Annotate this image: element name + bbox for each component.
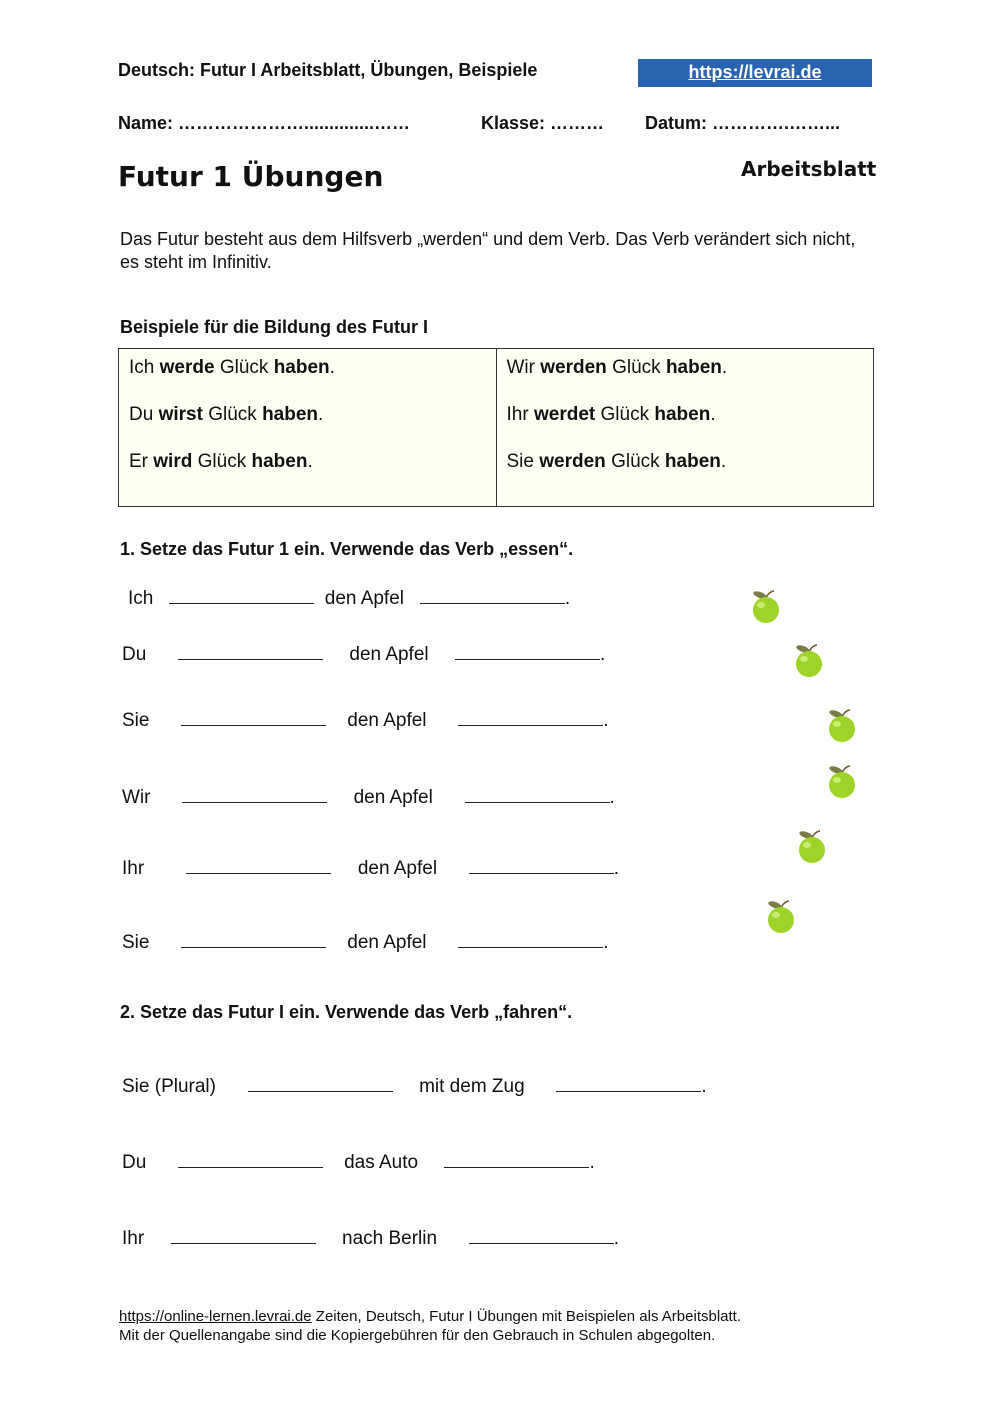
answer-blank[interactable] bbox=[469, 855, 614, 874]
example-sentence: Du wirst Glück haben. bbox=[129, 404, 324, 425]
exercise1-row: Sie den Apfel . bbox=[122, 929, 609, 954]
answer-blank[interactable] bbox=[171, 1225, 316, 1244]
answer-blank[interactable] bbox=[458, 929, 603, 948]
footer-link[interactable]: https://online-lernen.levrai.de bbox=[119, 1308, 312, 1325]
footer bbox=[119, 1307, 741, 1345]
answer-blank[interactable] bbox=[181, 707, 326, 726]
apple-icon bbox=[765, 899, 797, 935]
examples-heading: Beispiele für die Bildung des Futur I bbox=[120, 317, 429, 337]
exercise1-row: Ich den Apfel . bbox=[128, 585, 570, 610]
exercise1-row: Ihr den Apfel . bbox=[122, 855, 619, 880]
exercise1-row: Sie den Apfel . bbox=[122, 707, 609, 732]
exercise2-row: Sie (Plural) mit dem Zug . bbox=[122, 1073, 707, 1098]
exercise2-heading: 2. Setze das Futur I ein. Verwende das Verb „fahren“. bbox=[120, 1002, 573, 1022]
apple-icon bbox=[826, 764, 858, 800]
answer-blank[interactable] bbox=[458, 707, 603, 726]
exercise2-row: Ihr nach Berlin . bbox=[122, 1225, 619, 1250]
site-link[interactable]: https://levrai.de bbox=[638, 59, 872, 87]
datum-field: Datum: ………….……... bbox=[645, 113, 841, 133]
answer-blank[interactable] bbox=[178, 1149, 323, 1168]
exercise1-row: Wir den Apfel . bbox=[122, 784, 615, 809]
worksheet-header-title: Deutsch: Futur I Arbeitsblatt, Übungen, Beispiele bbox=[118, 60, 538, 80]
examples-right-column bbox=[496, 349, 874, 506]
footer-line-2: Mit der Quellenangabe sind die Kopiergebühren für den Gebrauch in Schulen abgegolten. bbox=[119, 1327, 716, 1344]
answer-blank[interactable] bbox=[444, 1149, 589, 1168]
footer-line-1: https://online-lernen.levrai.de Zeiten, Deutsch, Futur I Übungen mit Beispielen als Arbeitsblatt. bbox=[119, 1308, 742, 1325]
answer-blank[interactable] bbox=[181, 929, 326, 948]
answer-blank[interactable] bbox=[182, 784, 327, 803]
page-subtitle: Arbeitsblatt bbox=[741, 157, 877, 181]
examples-left-column bbox=[119, 349, 496, 506]
answer-blank[interactable] bbox=[469, 1225, 614, 1244]
apple-icon bbox=[750, 589, 782, 625]
example-sentence: Sie werden Glück haben. bbox=[506, 451, 727, 472]
answer-blank[interactable] bbox=[455, 641, 600, 660]
answer-blank[interactable] bbox=[556, 1073, 701, 1092]
examples-table bbox=[118, 348, 874, 507]
exercise2-row: Du das Auto . bbox=[122, 1149, 595, 1174]
page-title: Futur 1 Übungen bbox=[118, 160, 384, 193]
intro-text: Das Futur besteht aus dem Hilfsverb „werden“ und dem Verb. Das Verb verändert sich nicht, es steht im Infinitiv. bbox=[120, 229, 856, 272]
answer-blank[interactable] bbox=[420, 585, 565, 604]
apple-icon bbox=[826, 708, 858, 744]
klasse-field: Klasse: ……… bbox=[481, 113, 605, 133]
answer-blank[interactable] bbox=[465, 784, 610, 803]
name-field: Name: …………………..............…… bbox=[118, 113, 411, 133]
example-sentence: Ich werde Glück haben. bbox=[129, 357, 335, 378]
exercise1-row: Du den Apfel . bbox=[122, 641, 605, 666]
answer-blank[interactable] bbox=[248, 1073, 393, 1092]
answer-blank[interactable] bbox=[169, 585, 314, 604]
example-sentence: Wir werden Glück haben. bbox=[506, 357, 728, 378]
answer-blank[interactable] bbox=[178, 641, 323, 660]
example-sentence: Er wird Glück haben. bbox=[129, 451, 313, 472]
apple-icon bbox=[793, 643, 825, 679]
apple-icon bbox=[796, 829, 828, 865]
example-sentence: Ihr werdet Glück haben. bbox=[506, 404, 716, 425]
exercise1-heading: 1. Setze das Futur 1 ein. Verwende das Verb „essen“. bbox=[120, 539, 574, 559]
answer-blank[interactable] bbox=[186, 855, 331, 874]
